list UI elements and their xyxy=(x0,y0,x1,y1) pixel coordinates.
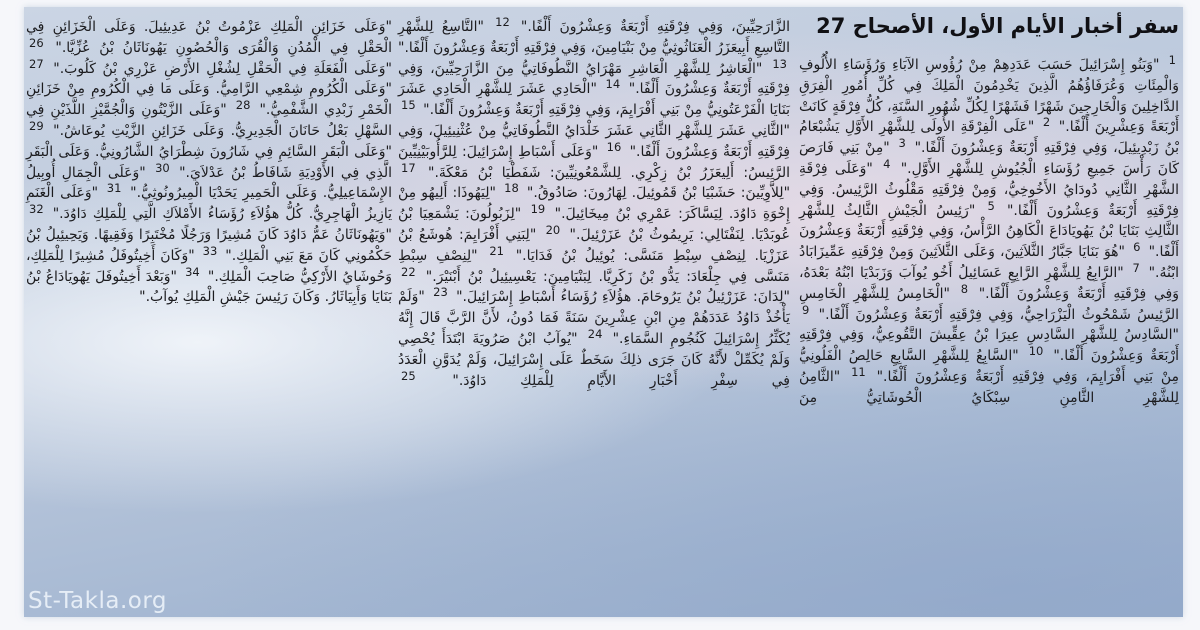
verse-text: الزَّارَحِيِّينَ، وَفِي فِرْقَتِهِ أَرْبَعَةٌ وَعِشْرُونَ أَلْفًا." xyxy=(512,19,790,35)
verse-number: 5 xyxy=(987,198,995,213)
verse-number: 27 xyxy=(29,56,44,71)
verse-text: "الثَّانِي عَشَرَ لِلشَّهْرِ الثَّانِي عَشَرَ خَلْدَايُ النَّطُوفَاتِيُّ مِنْ عُثْنِيئِيلَ، وَفِي فِرْقَتِهِ أَرْبَعَةٌ وَعِشْرُونَ أَلْفًا." xyxy=(398,122,790,160)
verse-text: "لِدَانَ: عَزَرْئِيلُ بْنُ يَرُوحَامَ. هؤُلاَءِ رُؤَسَاءُ أَسْبَاطِ إِسْرَائِيلَ." xyxy=(450,289,790,306)
text-column-left xyxy=(26,17,392,308)
chapter-title: سفر أخبار الأيام الأول، الأصحاح 27 xyxy=(816,14,1179,38)
verse-number: 12 xyxy=(495,15,510,29)
verse-number: 25 xyxy=(401,368,416,383)
verse-number: 7 xyxy=(1132,260,1140,275)
verse-text: "وَعَلَى أَسْبَاطِ إِسْرَائِيلَ: لِلرَّأُوبَيْنِيِّينَ الرَّئِيسُ: أَلِيعَزَرُ بْنُ زِكْرِي. لِلشَّمْعُونِيِّينَ: شَفَطْيَا بْنُ مَعْكَةَ." xyxy=(398,143,790,181)
verse-text: "هُوَ بَنَايَا جَبَّارُ الثَّلاَثِينَ، وَعَلَى الثَّلاَثِينَ وَمِنْ فِرْقَتِهِ عَمِّيزَابَادُ ابْنُهُ." xyxy=(799,244,1180,281)
verse-number: 16 xyxy=(606,139,622,154)
verse-number: 26 xyxy=(29,35,44,50)
verse-text: "لِبَنِي أَفْرَايِمَ: هُوشَعُ بْنُ عَزَزْيَا. لِنِصْفِ سِبْطِ مَنَسَّى: يُوئِيلُ بْنُ فَدَايَا." xyxy=(398,226,790,264)
verse-number: 22 xyxy=(401,264,416,279)
verse-text: "مِنْ بَنِي فَارَصَ كَانَ رَأْسَ جَمِيعِ رُؤَسَاءِ الْجُيُوشِ لِلشَّهْرِ الأَوَّلِ." xyxy=(799,140,1179,177)
verse-number: 13 xyxy=(772,56,787,71)
verse-number: 30 xyxy=(155,160,170,175)
verse-text: "وَعَلَى فِرْقَةِ الشَّهْرِ الثَّانِي دُودَايُ الأَخُوخِيُّ، وَمِنْ فِرْقَتِهِ مَقْلُوثُ الرَّئِيسُ. وَفِي فِرْقَتِهِ أَرْبَعَةٌ وَعِشْرُونَ أَلْفًا." xyxy=(799,160,1179,219)
verse-number: 32 xyxy=(29,202,44,217)
verse-text: "وَبَعْدَ أَخِيتُوفَلَ يَهُويَادَاعُ بْنُ بَنَايَا وَأَبِيَاثَارُ. وَكَانَ رَئِيسَ جَيْشِ الْمَلِكِ يُوآبُ." xyxy=(26,268,392,306)
verse-text: "الْعَاشِرُ لِلشَّهْرِ الْعَاشِرِ مَهْرَايُ النَّطُوفَاتِيُّ مِنَ الزَّارَحِيِّينَ، وَفِي فِرْقَتِهِ أَرْبَعَةٌ وَعِشْرُونَ أَلْفًا." xyxy=(398,60,791,98)
verse-text: "الْحَادِي عَشَرَ لِلشَّهْرِ الْحَادِي عَشَرَ بَنَايَا الْفَرْعَتُونِيُّ مِنْ بَنِي أَفْرَايِمَ، وَفِي فِرْقَتِهِ أَرْبَعَةٌ وَعِشْرُونَ أَلْفًا." xyxy=(398,81,790,119)
verse-number: 9 xyxy=(802,302,810,317)
verse-text: "يُوآبُ ابْنُ صَرُويَةَ ابْتَدَأَ يُحْصِي وَلَمْ يُكَمِّلْ لأَنَّهُ كَانَ جَرَى ذلِكَ سَخَطٌ عَلَى إِسْرَائِيلَ، وَلَمْ يُدَوَّنِ الْعَدَدُ فِي سِفْرِ أَخْبَارِ الأَيَّامِ لِلْمَلِكِ دَاوُدَ." xyxy=(398,330,790,389)
verse-number: 3 xyxy=(898,136,906,151)
verse-text: "السَّابِعُ لِلشَّهْرِ السَّابِعِ حَالِصُ الْفَلُونِيُّ مِنْ بَنِي أَفْرَايِمَ، وَفِي فِرْقَتِهِ أَرْبَعَةٌ وَعِشْرُونَ أَلْفًا." xyxy=(799,348,1179,385)
verse-number: 23 xyxy=(433,285,448,300)
verse-number: 14 xyxy=(605,77,621,92)
verse-number: 2 xyxy=(1042,115,1051,130)
verse-text: "السَّادِسُ لِلشَّهْرِ السَّادِسِ عِيرَا بْنُ عِقِّيشَ التَّقُوعِيُّ، وَفِي فِرْقَتِهِ أَرْبَعَةٌ وَعِشْرُونَ أَلْفًا." xyxy=(799,327,1179,365)
verse-text: "وَعَلَى الْبَقَرِ السَّائِمِ فِي شَارُونَ شِطْرَايُ الشَّارُونِيُّ. وَعَلَى الْبَقَرِ الَّذِي فِي الأَوْدِيَةِ شَافَاطُ بْنُ عَدْلاَيَ." xyxy=(26,143,393,181)
verse-number: 19 xyxy=(530,202,546,217)
verse-text: "وَعَلَى الْجِمَالِ أُوبِيلُ الإِسْمَاعِيلِيُّ. وَعَلَى الْحَمِيرِ يَحَدْيَا الْمِيرُونُوثِيُّ." xyxy=(26,164,393,202)
verse-text: "وَلَمْ يَأْخُذْ دَاوُدُ عَدَدَهُمْ مِنِ ابْنِ عِشْرِينَ سَنَةً فَمَا دُونُ، لأَنَّ الرَّبَّ قَالَ إِنَّهُ يُكَثِّرُ إِسْرَائِيلَ كَنُجُومِ السَّمَاءِ." xyxy=(398,289,790,347)
verse-number: 11 xyxy=(851,364,866,379)
verse-text: "وَبَنُو إِسْرَائِيلَ حَسَبَ عَدَدِهِمْ مِنْ رُؤُوسِ الآبَاءِ وَرُؤَسَاءِ الأُلُوفِ وَالْمِئَاتِ وَعُرَفَاؤُهُمُ الَّذِينَ يَخْدِمُونَ الْمَلِكَ فِي كُلِّ أُمُورِ الْفِرَقِ الدَّاخِلِينَ وَالْخَارِجِينَ شَهْرًا فَشَهْرًا لِكُلِّ شُهُورِ السَّنَةِ، كُلُّ فِرْقَةٍ كَانَتْ أَرْبَعَةً وَعِشْرِينَ أَلْفًا." xyxy=(799,57,1180,136)
verse-number: 31 xyxy=(106,181,122,196)
verse-number: 1 xyxy=(1168,53,1176,67)
verse-text: "وَعَلَى خَزَائِنِ الْمَلِكِ عَزْمُوتُ بْنُ عَدِيئِيلَ. وَعَلَى الْخَزَائِنِ فِي الْحَقْلِ فِي الْمُدُنِ وَالْقُرَى وَالْحُصُونِ يَهُونَاثَانُ بْنُ عُزِّيَّا." xyxy=(26,19,392,56)
verse-text: "وَيَهُونَاثَانُ عَمُّ دَاوُدَ كَانَ مُشِيرًا وَرَجُلًا مُخْتَبِرًا وَفَقِيهًا. وَيَحِيئِيلُ بْنُ حَكْمُونِي كَانَ مَعَ بَنِي الْمَلِكِ." xyxy=(26,226,392,264)
verse-text: "التَّاسِعُ لِلشَّهْرِ التَّاسِعِ أَبِيعَزَرُ الْعَنَاثُوثِيُّ مِنْ بَنْيَامِينَ، وَفِي فِرْقَتِهِ أَرْبَعَةٌ وَعِشْرُونَ أَلْفًا." xyxy=(398,19,790,56)
text-column-middle xyxy=(398,17,790,391)
verse-text: "عَلَى الْفِرْقَةِ الأُولَى لِلشَّهْرِ الأَوَّلِ يَشُبْعَامُ بْنُ زَبْدِيئِيلَ، وَفِي فِرْقَتِهِ أَرْبَعَةٌ وَعِشْرُونَ أَلْفًا." xyxy=(799,119,1179,157)
verse-text: "وَعَلَى الْكُرُومِ شِمْعِي الرَّامِيُّ. وَعَلَى مَا فِي الْكُرُومِ مِنْ خَزَائِنِ الْخَمْرِ زَبْدِي الشَّفْمِيُّ." xyxy=(26,81,392,119)
verse-number: 33 xyxy=(202,243,218,258)
text-column-right xyxy=(799,55,1179,409)
verse-text: "لِنِصْفِ سِبْطِ مَنَسَّى فِي جِلْعَادَ: يَدُّو بْنُ زَكَرِيَّا. لِبَنْيَامِينَ: يَعْسِيئِيلُ بْنُ أَبْنَيْرَ." xyxy=(398,247,790,285)
verse-number: 4 xyxy=(883,156,891,171)
verse-number: 15 xyxy=(401,98,416,113)
verse-text: "وَعَلَى الْفَعَلَةِ فِي الْحَقْلِ لِشُغْلِ الأَرْضِ عَزْرِي بْنُ كَلُوبَ." xyxy=(46,60,392,77)
verse-number: 24 xyxy=(587,326,603,341)
verse-number: 17 xyxy=(401,160,416,175)
verse-number: 34 xyxy=(185,264,200,279)
verse-text: "وَكَانَ أَخِيتُوفَلُ مُشِيرًا لِلْمَلِكِ، وَحُوشَايُ الأَرْكِيُّ صَاحِبَ الْمَلِكِ." xyxy=(26,247,393,285)
verse-number: 21 xyxy=(489,243,504,258)
verse-text: "وَعَلَى الزَّيْتُونِ وَالْجُمَّيْزِ اللَّذَيْنِ فِي السَّهْلِ بَعْلُ حَانَانَ الْجَدِيرِيُّ. وَعَلَى خَزَائِنِ الزَّيْتِ يُوعَاشُ." xyxy=(26,102,392,139)
verse-number: 28 xyxy=(235,98,251,113)
verse-text: "الثَّامِنُ لِلشَّهْرِ الثَّامِنِ سِبْكَايُ الْحُوشَاتِيُّ مِنَ xyxy=(799,368,1179,406)
verse-number: 18 xyxy=(504,181,519,196)
verse-text: "وَعَلَى الْغَنَمِ يَازِيزُ الْهَاجِرِيُّ. كُلُّ هؤُلاَءِ رُؤَسَاءُ الأَمْلاَكِ الَّتِي لِلْمَلِكِ دَاوُدَ." xyxy=(26,185,392,223)
verse-number: 20 xyxy=(545,222,561,237)
verse-number: 6 xyxy=(1133,240,1141,255)
verse-number: 29 xyxy=(29,118,44,133)
watermark-logo: St-Takla.org xyxy=(28,588,167,614)
verse-number: 10 xyxy=(1028,344,1044,359)
verse-text: "رَئِيسُ الْجَيْشِ الثَّالِثُ لِلشَّهْرِ الثَّالِثِ بَنَايَا بْنُ يَهُويَادَاعَ الْكَاهِنُ الرَّأْسُ، وَفِي فِرْقَتِهِ أَرْبَعَةٌ وَعِشْرُونَ أَلْفًا." xyxy=(799,202,1179,261)
verse-number: 8 xyxy=(960,281,969,296)
verse-text: "لِيَهُوذَا: أَلِيهُو مِنْ إِخْوَةِ دَاوُدَ. لِيَسَّاكَرَ: عَمْرِي بْنُ مِيخَائِيلَ." xyxy=(398,185,791,223)
verse-text: "لِزَبُولُونَ: يَشْمَعِيَا بْنُ عُوبَدْيَا. لِنَفْتَالِي: يَرِيمُوثُ بْنُ عَزَرْئِيلَ." xyxy=(398,206,791,243)
verse-text: "الرَّابِعُ لِلشَّهْرِ الرَّابِعِ عَسَائِيلُ أَخُو يُوآبَ وَزَبَدْيَا ابْنُهُ بَعْدَهُ، وَفِي فِرْقَتِهِ أَرْبَعَةٌ وَعِشْرُونَ أَلْفًا." xyxy=(799,264,1179,302)
sky-background-photo xyxy=(24,7,1183,617)
verse-text: "لِلاَّوِيِّينَ: حَشَبْيَا بْنُ قَمُوئِيلَ. لِهَارُونَ: صَادُوقُ." xyxy=(521,185,791,202)
verse-text: "الْخَامِسُ لِلشَّهْرِ الْخَامِسِ الرَّئِيسُ شَمْحُوثُ الْيَزْرَاحِيُّ، وَفِي فِرْقَتِهِ أَرْبَعَةٌ وَعِشْرُونَ أَلْفًا." xyxy=(799,285,1179,323)
